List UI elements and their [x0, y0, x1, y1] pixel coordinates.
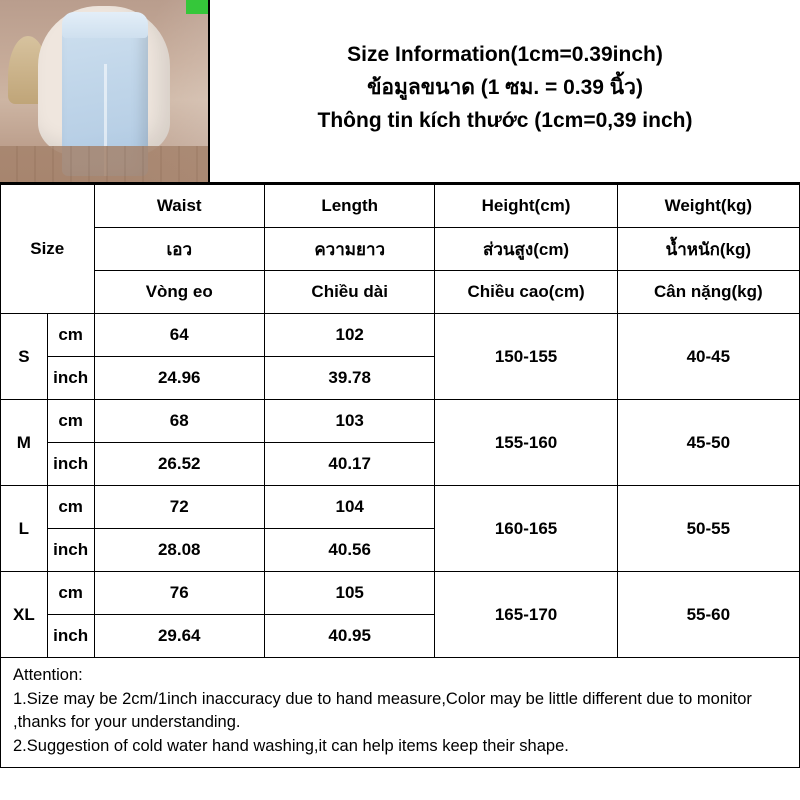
row-unit-inch-s: inch: [47, 357, 94, 400]
attention-line-2: 2.Suggestion of cold water hand washing,it can help items keep their shape.: [13, 736, 569, 755]
size-table: [0, 184, 800, 658]
cell-weight-l: 50-55: [617, 486, 799, 572]
photo-pants-waistband: [62, 12, 148, 38]
row-unit-cm-s: cm: [47, 314, 94, 357]
cell-length-cm-s: 102: [264, 314, 434, 357]
table-row: [1, 400, 800, 443]
header-length-th: ความยาว: [264, 228, 434, 271]
cell-length-cm-xl: 105: [264, 572, 434, 615]
row-unit-inch-xl: inch: [47, 615, 94, 658]
header-weight-vi: Cân nặng(kg): [617, 271, 799, 314]
cell-length-inch-l: 40.56: [264, 529, 434, 572]
table-header-row-vi: [1, 271, 800, 314]
attention-note: [0, 658, 800, 768]
cell-waist-cm-s: 64: [94, 314, 264, 357]
cell-waist-inch-xl: 29.64: [94, 615, 264, 658]
title-line-th: ข้อมูลขนาด (1 ซม. = 0.39 นิ้ว): [367, 75, 643, 99]
header-weight-th: น้ำหนัก(kg): [617, 228, 799, 271]
table-row: [1, 486, 800, 529]
cell-waist-cm-xl: 76: [94, 572, 264, 615]
photo-floor: [0, 146, 208, 182]
title-line-en: Size Information(1cm=0.39inch): [347, 42, 663, 66]
header-length-en: Length: [264, 185, 434, 228]
header-waist-en: Waist: [94, 185, 264, 228]
header-height-en: Height(cm): [435, 185, 617, 228]
row-size-m: M: [1, 400, 48, 486]
header-waist-vi: Vòng eo: [94, 271, 264, 314]
header-waist-th: เอว: [94, 228, 264, 271]
title-line-vi: Thông tin kích thước (1cm=0,39 inch): [317, 109, 693, 133]
row-unit-inch-l: inch: [47, 529, 94, 572]
header-length-vi: Chiều dài: [264, 271, 434, 314]
cell-weight-xl: 55-60: [617, 572, 799, 658]
header-height-vi: Chiều cao(cm): [435, 271, 617, 314]
cell-waist-inch-m: 26.52: [94, 443, 264, 486]
cell-height-xl: 165-170: [435, 572, 617, 658]
row-size-s: S: [1, 314, 48, 400]
row-size-l: L: [1, 486, 48, 572]
table-header-row-en: [1, 185, 800, 228]
row-unit-cm-m: cm: [47, 400, 94, 443]
cell-length-cm-m: 103: [264, 400, 434, 443]
header: [0, 0, 800, 184]
header-titles: [210, 0, 800, 182]
header-size-cell: Size: [1, 185, 95, 314]
row-unit-cm-xl: cm: [47, 572, 94, 615]
row-unit-cm-l: cm: [47, 486, 94, 529]
green-badge-icon: [186, 0, 208, 14]
cell-waist-cm-l: 72: [94, 486, 264, 529]
cell-length-inch-s: 39.78: [264, 357, 434, 400]
row-size-xl: XL: [1, 572, 48, 658]
attention-title: Attention:: [13, 666, 83, 684]
cell-height-m: 155-160: [435, 400, 617, 486]
cell-weight-s: 40-45: [617, 314, 799, 400]
table-row: [1, 314, 800, 357]
cell-length-cm-l: 104: [264, 486, 434, 529]
header-height-th: ส่วนสูง(cm): [435, 228, 617, 271]
table-row: [1, 572, 800, 615]
cell-height-l: 160-165: [435, 486, 617, 572]
cell-height-s: 150-155: [435, 314, 617, 400]
cell-waist-inch-s: 24.96: [94, 357, 264, 400]
cell-weight-m: 45-50: [617, 400, 799, 486]
cell-waist-inch-l: 28.08: [94, 529, 264, 572]
cell-length-inch-xl: 40.95: [264, 615, 434, 658]
product-photo: [0, 0, 210, 182]
cell-length-inch-m: 40.17: [264, 443, 434, 486]
attention-line-1: 1.Size may be 2cm/1inch inaccuracy due to hand measure,Color may be little different due to monitor ,thanks for your understanding.: [13, 690, 752, 731]
row-unit-inch-m: inch: [47, 443, 94, 486]
table-header-row-th: [1, 228, 800, 271]
header-weight-en: Weight(kg): [617, 185, 799, 228]
cell-waist-cm-m: 68: [94, 400, 264, 443]
